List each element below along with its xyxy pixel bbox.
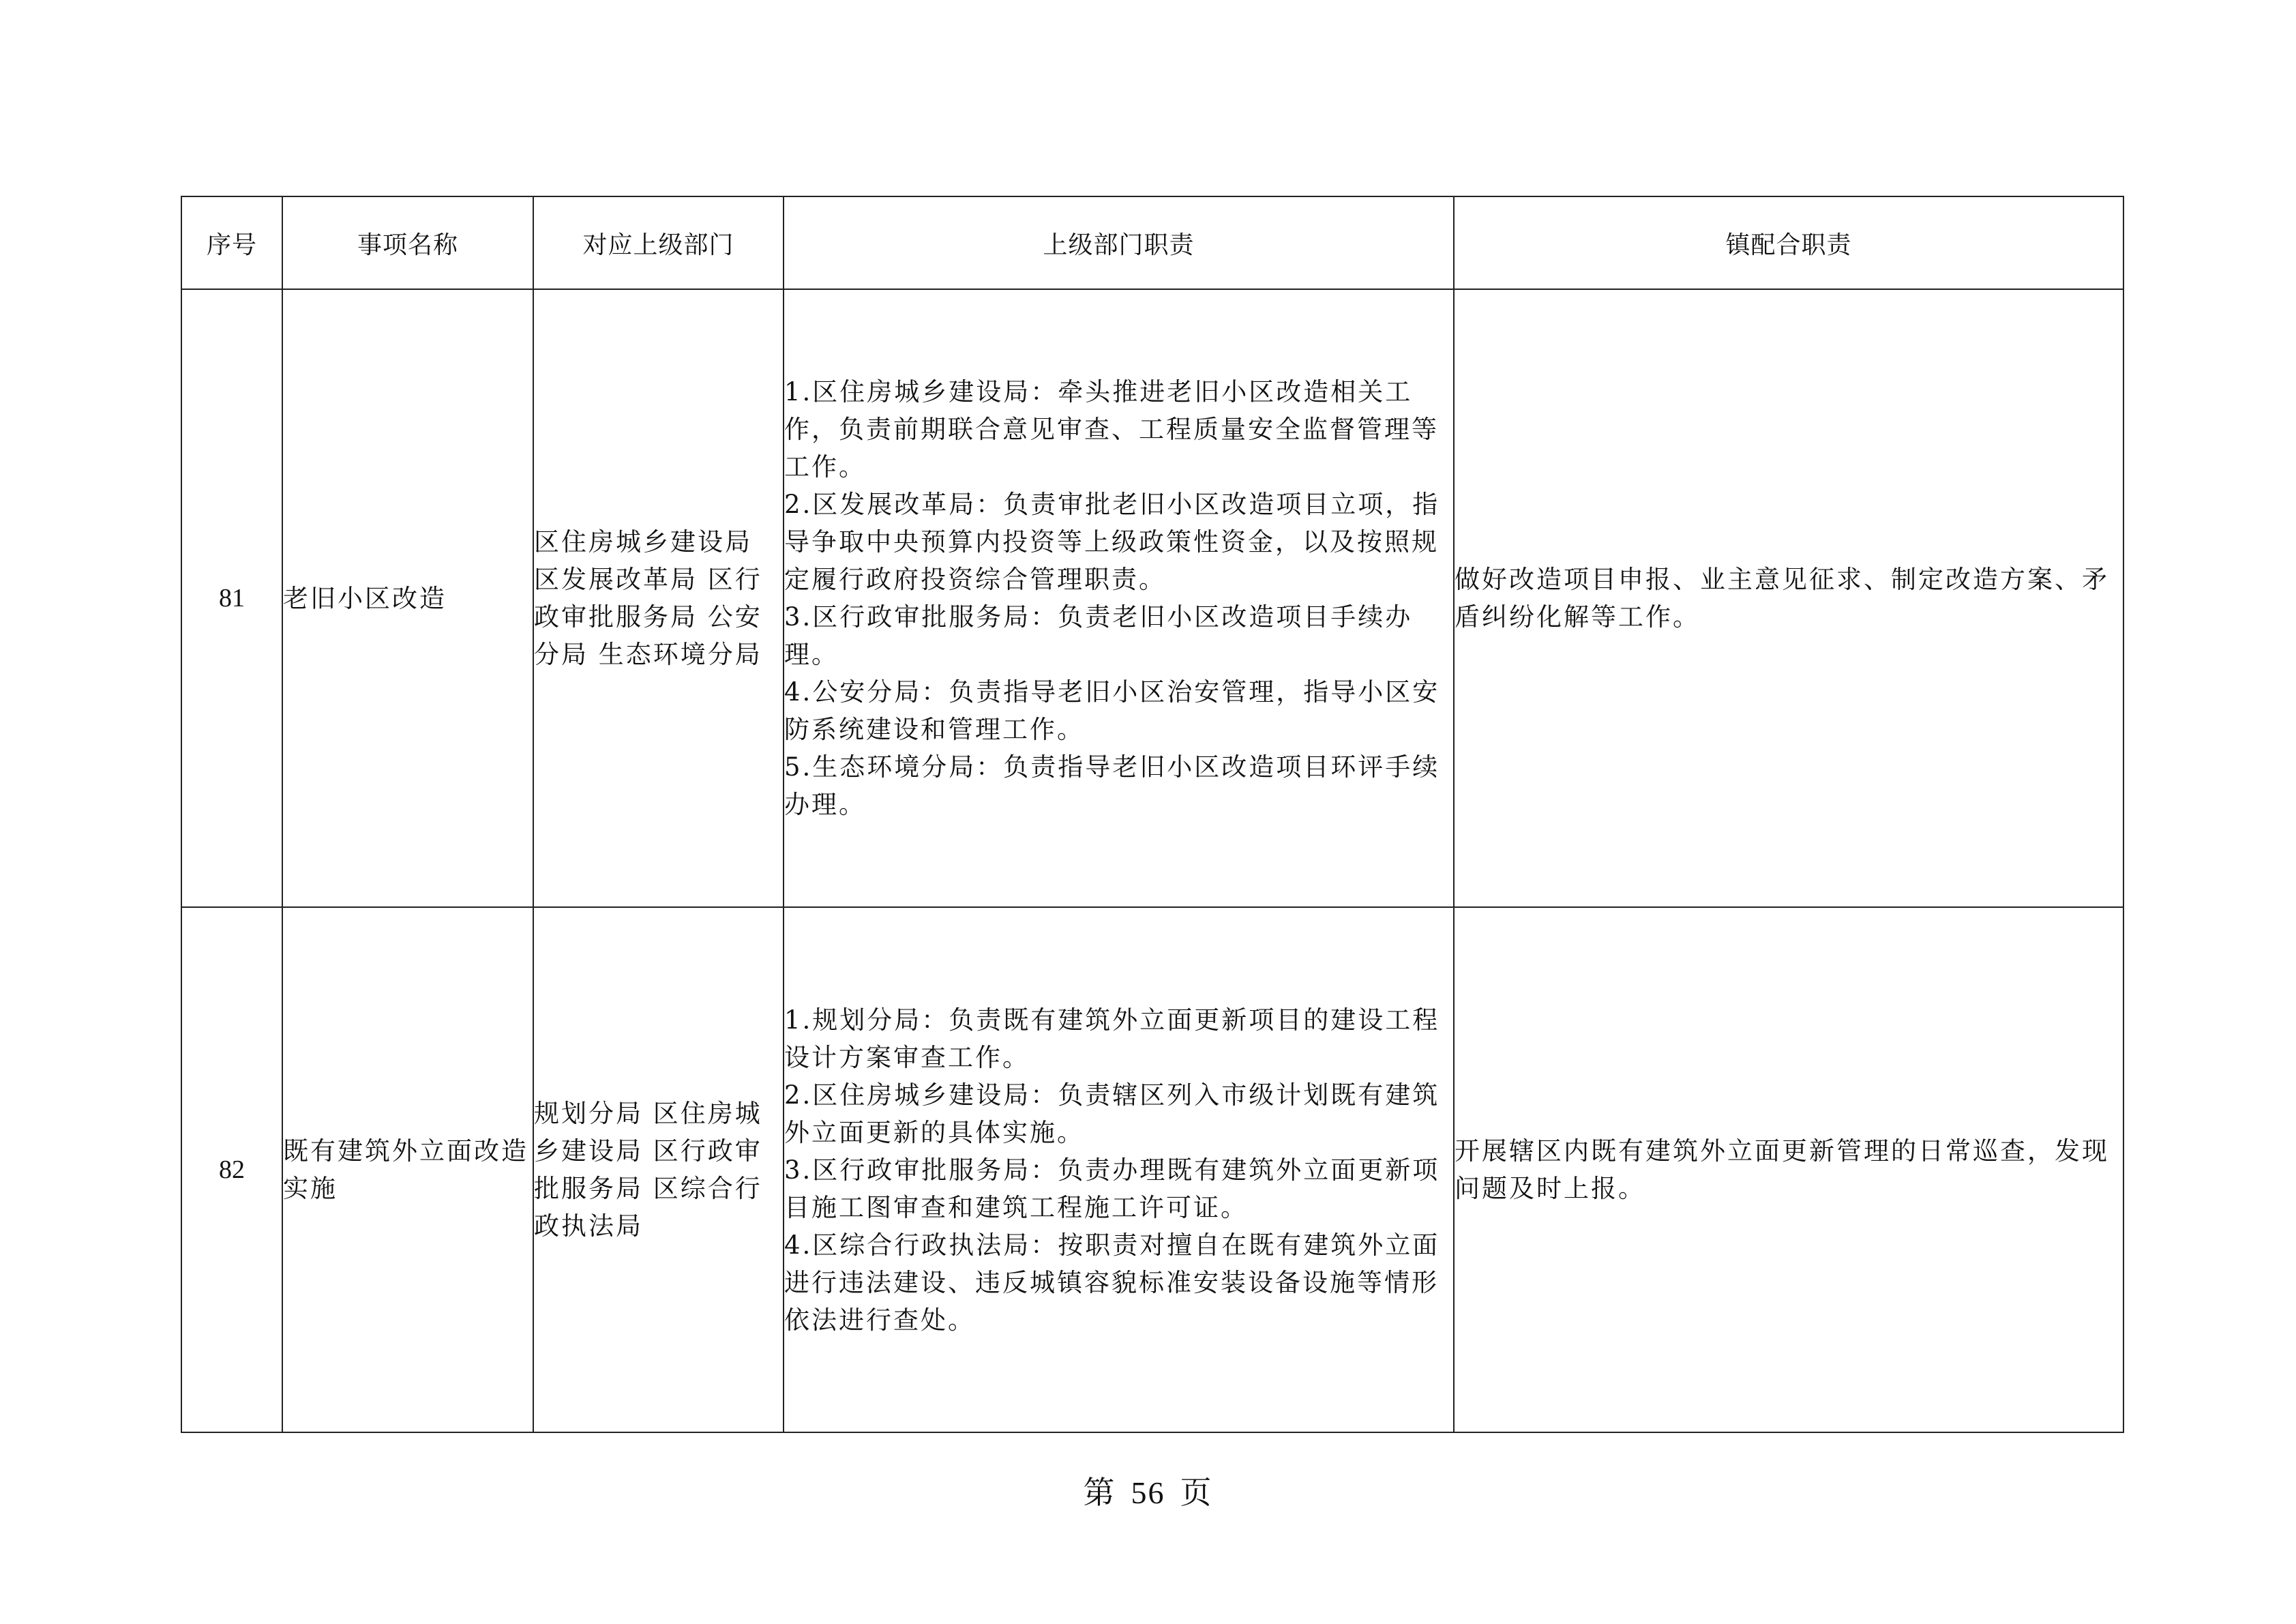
table-header-row — [181, 196, 2123, 289]
duty-item: 3.区行政审批服务局：负责老旧小区改造项目手续办理。 — [784, 602, 1413, 669]
duty-item: 1.规划分局：负责既有建筑外立面更新项目的建设工程设计方案审查工作。 — [784, 1005, 1440, 1072]
duty-item: 4.公安分局：负责指导老旧小区治安管理，指导小区安防系统建设和管理工作。 — [784, 677, 1440, 744]
responsibility-table — [181, 196, 2124, 1433]
header-item-name: 事项名称 — [282, 196, 533, 289]
header-town-duties: 镇配合职责 — [1454, 196, 2123, 289]
header-superior-department: 对应上级部门 — [533, 196, 784, 289]
row-number: 81 — [181, 289, 282, 907]
page-number: 56 — [1131, 1475, 1165, 1510]
superior-duties — [784, 907, 1454, 1432]
duty-item: 1.区住房城乡建设局：牵头推进老旧小区改造相关工作，负责前期联合意见审查、工程质量安全监督管理等工作。 — [784, 377, 1439, 482]
table-row — [181, 907, 2123, 1432]
table-row — [181, 289, 2123, 907]
superior-departments: 规划分局 区住房城乡建设局 区行政审批服务局 区综合行政执法局 — [533, 907, 784, 1432]
item-name: 老旧小区改造 — [282, 289, 533, 907]
town-duty: 开展辖区内既有建筑外立面更新管理的日常巡查，发现问题及时上报。 — [1454, 907, 2123, 1432]
item-name: 既有建筑外立面改造实施 — [282, 907, 533, 1432]
header-superior-duties: 上级部门职责 — [784, 196, 1454, 289]
superior-duties — [784, 289, 1454, 907]
page-footer — [0, 1468, 2296, 1513]
duty-item: 5.生态环境分局：负责指导老旧小区改造项目环评手续办理。 — [784, 752, 1440, 819]
duty-item: 4.区综合行政执法局：按职责对擅自在既有建筑外立面进行违法建设、违反城镇容貌标准安装设备设施等情形依法进行查处。 — [784, 1230, 1440, 1335]
duty-item: 2.区发展改革局：负责审批老旧小区改造项目立项，指导争取中央预算内投资等上级政策性资金，以及按照规定履行政府投资综合管理职责。 — [784, 490, 1440, 594]
header-number: 序号 — [181, 196, 282, 289]
row-number: 82 — [181, 907, 282, 1432]
duty-item: 3.区行政审批服务局：负责办理既有建筑外立面更新项目施工图审查和建筑工程施工许可证。 — [784, 1155, 1440, 1222]
superior-departments: 区住房城乡建设局 区发展改革局 区行政审批服务局 公安分局 生态环境分局 — [533, 289, 784, 907]
page-label-suffix: 页 — [1180, 1474, 1213, 1511]
town-duty: 做好改造项目申报、业主意见征求、制定改造方案、矛盾纠纷化解等工作。 — [1454, 289, 2123, 907]
duty-item: 2.区住房城乡建设局：负责辖区列入市级计划既有建筑外立面更新的具体实施。 — [784, 1080, 1440, 1147]
page-label-prefix: 第 — [1083, 1474, 1116, 1511]
